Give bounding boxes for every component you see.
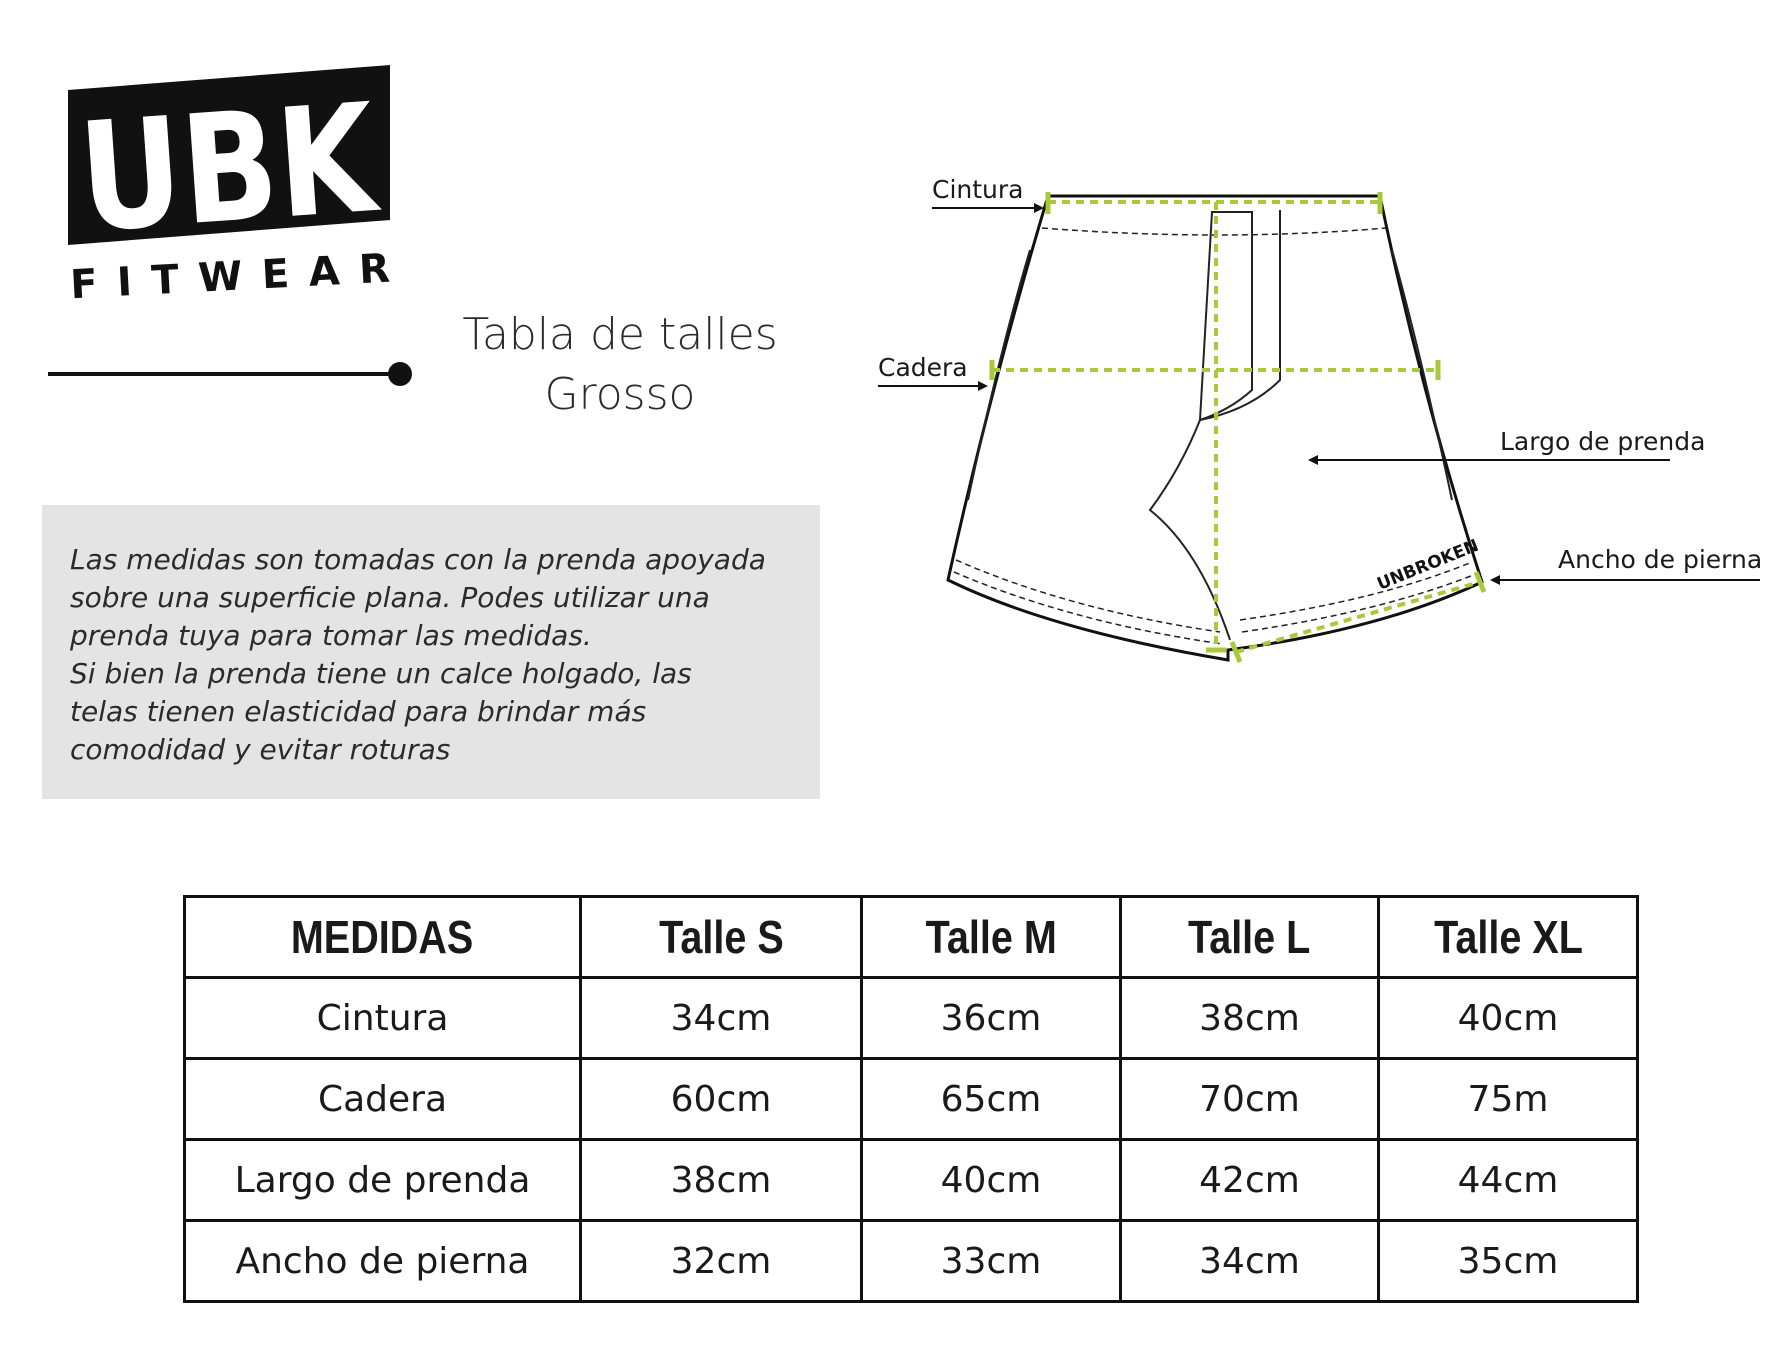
table-cell: 34cm (581, 978, 862, 1059)
size-table (183, 895, 1639, 1303)
note-line: Las medidas son tomadas con la prenda apoyada (70, 543, 766, 576)
measurement-note-box (42, 505, 820, 799)
table-row (185, 978, 1638, 1059)
header-talle-l: Talle L (1121, 897, 1379, 978)
divider-line (48, 372, 398, 376)
table-cell: 40cm (862, 1140, 1121, 1221)
label-largo: Largo de prenda (1500, 427, 1706, 456)
measure-name: Cintura (185, 978, 581, 1059)
table-cell: 60cm (581, 1059, 862, 1140)
label-cadera: Cadera (878, 353, 968, 382)
header-talle-m: Talle M (862, 897, 1121, 978)
note-line: telas tienen elasticidad para brindar más (70, 695, 647, 728)
measure-name: Largo de prenda (185, 1140, 581, 1221)
table-cell: 38cm (1121, 978, 1379, 1059)
table-cell: 35cm (1379, 1221, 1638, 1302)
brand-logo (60, 60, 400, 300)
table-row (185, 1140, 1638, 1221)
arrow-cadera-head (978, 381, 988, 391)
table-cell: 36cm (862, 978, 1121, 1059)
shorts-illustration (820, 170, 1778, 670)
table-cell: 70cm (1121, 1059, 1379, 1140)
table-cell: 40cm (1379, 978, 1638, 1059)
table-cell: 65cm (862, 1059, 1121, 1140)
table-row (185, 1059, 1638, 1140)
table-cell: 34cm (1121, 1221, 1379, 1302)
table-cell: 42cm (1121, 1140, 1379, 1221)
header-talle-s: Talle S (581, 897, 862, 978)
header-medidas: MEDIDAS (185, 897, 581, 978)
measure-name: Cadera (185, 1059, 581, 1140)
logo-sub-text: FITWEAR (69, 245, 392, 300)
header-talle-xl: Talle XL (1379, 897, 1638, 978)
label-ancho: Ancho de pierna (1558, 545, 1763, 574)
table-row (185, 1221, 1638, 1302)
note-line: Si bien la prenda tiene un calce holgado, las (70, 657, 692, 690)
table-header-row (185, 897, 1638, 978)
title-line-1: Tabla de talles (462, 309, 778, 360)
measure-name: Ancho de pierna (185, 1221, 581, 1302)
shorts-diagram (820, 170, 1778, 670)
measurement-note (70, 541, 810, 769)
label-cintura: Cintura (932, 175, 1024, 204)
table-cell: 33cm (862, 1221, 1121, 1302)
page-title (420, 305, 820, 425)
table-cell: 75m (1379, 1059, 1638, 1140)
note-line: prenda tuya para tomar las medidas. (70, 619, 592, 652)
garment-print: UNBROKEN (1374, 535, 1482, 595)
table-cell: 32cm (581, 1221, 862, 1302)
divider-dot (388, 362, 412, 386)
arrow-ancho-head (1490, 575, 1500, 585)
title-line-2: Grosso (544, 369, 696, 420)
table-cell: 44cm (1379, 1140, 1638, 1221)
note-line: sobre una superficie plana. Podes utilizar una (70, 581, 710, 614)
table-cell: 38cm (581, 1140, 862, 1221)
note-line: comodidad y evitar roturas (70, 733, 451, 766)
logo-main-text: UBK (74, 68, 400, 267)
ubk-fitwear-logo (60, 60, 400, 300)
